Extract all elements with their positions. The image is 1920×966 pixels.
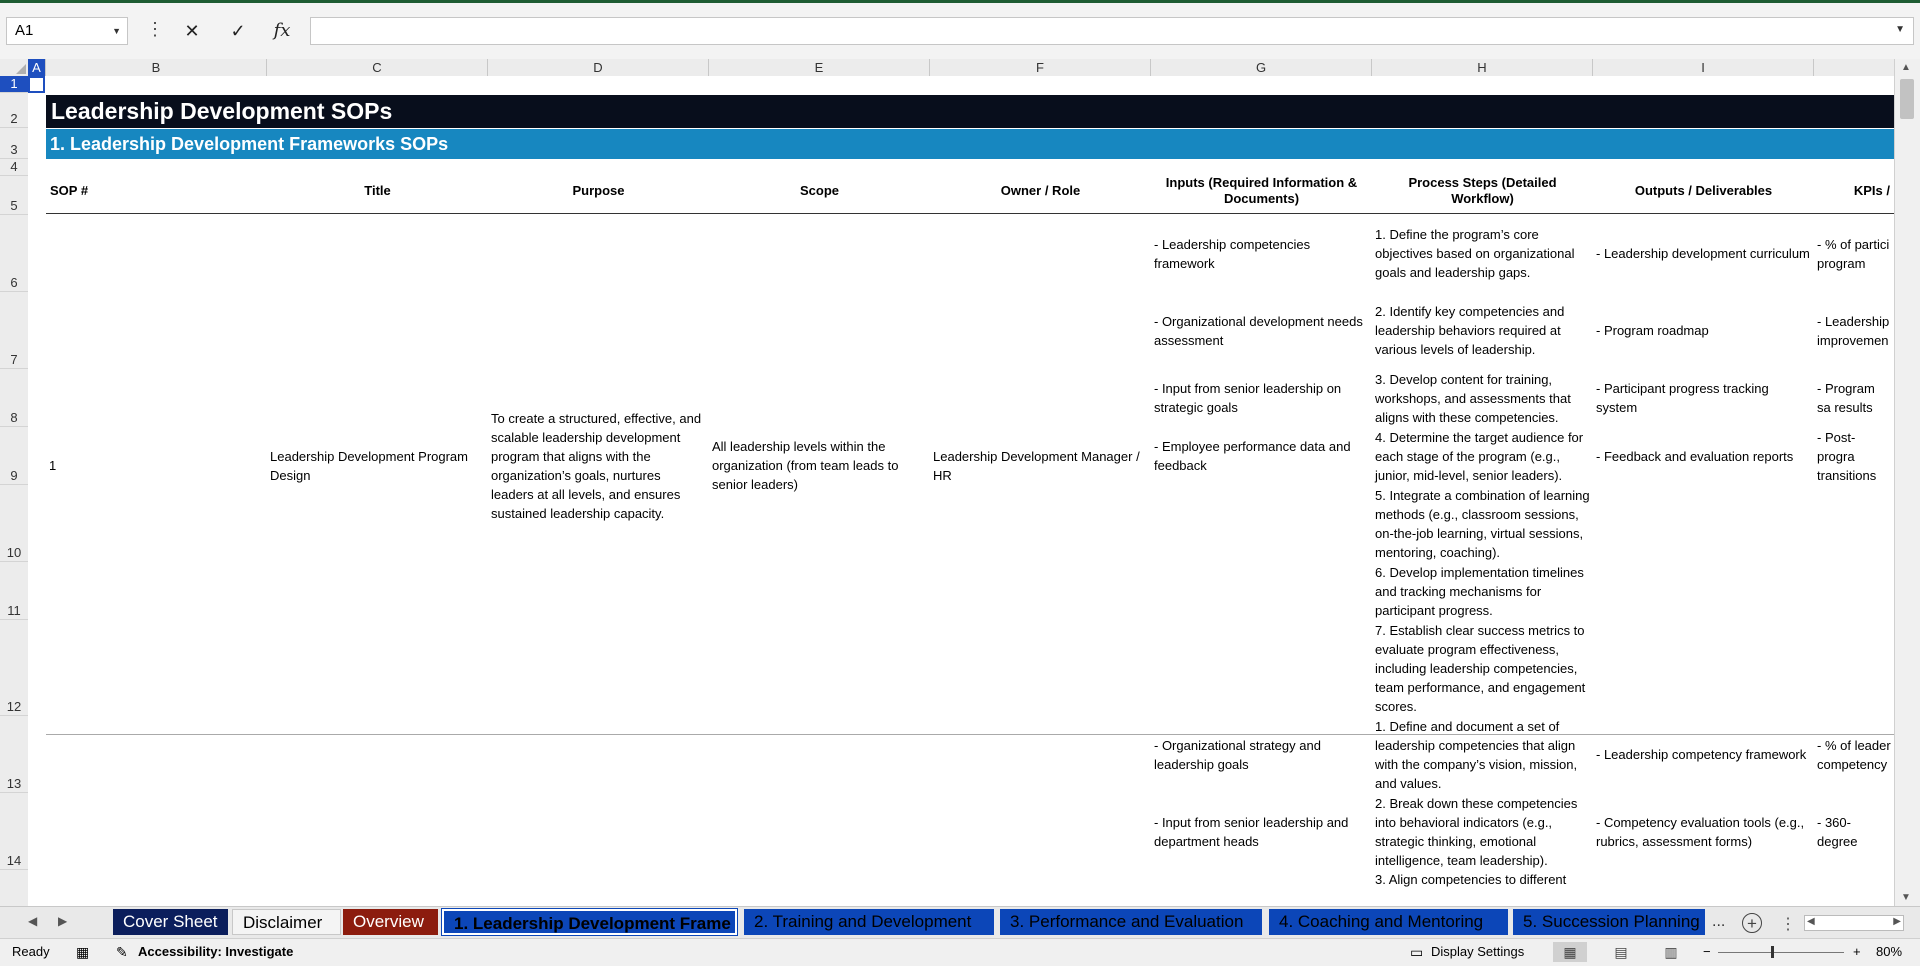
status-bar [0, 938, 1920, 966]
cell-input[interactable]: - Input from senior leadership on strategic goals [1154, 381, 1342, 415]
formula-bar [0, 3, 1920, 59]
cell-input[interactable]: - Employee performance data and feedback [1154, 439, 1351, 473]
section-title: 1. Leadership Development Frameworks SOPs [46, 129, 1894, 159]
cell-process-step[interactable]: 1. Define and document a set of leadership competencies that align with the company’s vision, mission, and values. [1375, 718, 1578, 791]
row-header[interactable]: 3 [0, 128, 28, 159]
row-header[interactable]: 7 [0, 292, 28, 369]
select-all-button[interactable] [0, 59, 29, 76]
header-inputs: Inputs (Required Information & Documents) [1165, 175, 1358, 206]
row-header[interactable]: 14 [0, 793, 28, 870]
zoom-slider[interactable] [1718, 952, 1844, 953]
column-header-c[interactable]: C [267, 59, 488, 76]
macro-record-icon[interactable]: ▦ [76, 944, 90, 960]
header-sop-number: SOP # [50, 183, 89, 198]
column-header-a[interactable]: A [28, 59, 46, 76]
tab-disclaimer[interactable]: Disclaimer [232, 909, 341, 935]
column-header-f[interactable]: F [930, 59, 1151, 76]
active-cell-a1[interactable] [28, 76, 45, 93]
chevron-down-icon[interactable]: ▼ [112, 26, 121, 36]
insert-function-icon[interactable]: fx [273, 20, 291, 41]
cell-output[interactable]: - Program roadmap [1596, 323, 1709, 338]
row-header[interactable]: 13 [0, 716, 28, 793]
cell-process-step[interactable]: 4. Determine the target audience for each stage of the program (e.g., junior, mid-level, senior leaders). [1375, 429, 1584, 483]
tab-overview[interactable]: Overview [343, 909, 438, 935]
column-header-d[interactable]: D [488, 59, 709, 76]
worksheet-grid[interactable] [28, 76, 1894, 906]
row-header[interactable]: 12 [0, 620, 28, 716]
cell-scope[interactable]: All leadership levels within the organization (from team leads to senior leaders) [712, 439, 899, 492]
row-header[interactable]: 2 [0, 93, 28, 128]
sheet-title: Leadership Development SOPs [46, 95, 1894, 128]
cell-kpi[interactable]: - Leadership improvemen [1817, 313, 1890, 348]
cell-process-step[interactable]: 6. Develop implementation timelines and tracking mechanisms for participant progress. [1375, 564, 1584, 618]
cell-output[interactable]: - Competency evaluation tools (e.g., rubrics, assessment forms) [1596, 814, 1805, 849]
cell-purpose[interactable]: To create a structured, effective, and scalable leadership development program that aligns with the organization’s goals, nurtures leaders at all levels, and ensures sustained leadership capacity. [491, 410, 702, 521]
cell-kpi[interactable]: - % of partici program [1817, 236, 1890, 271]
display-settings-icon[interactable]: ▭ [1410, 944, 1424, 960]
row-headers [0, 76, 29, 906]
row-header[interactable]: 1 [0, 76, 28, 93]
add-sheet-icon[interactable]: + [1742, 913, 1762, 933]
cell-kpi[interactable]: - 360-degree [1817, 814, 1858, 849]
cell-owner[interactable]: Leadership Development Manager / HR [933, 448, 1140, 483]
tab-training-and-development[interactable]: 2. Training and Development [744, 909, 994, 935]
formula-input[interactable] [310, 17, 1914, 45]
tab-leadership-development-frameworks[interactable]: 1. Leadership Development Frame [442, 909, 737, 935]
cell-input[interactable]: - Input from senior leadership and department heads [1154, 814, 1349, 849]
accessibility-status[interactable]: Accessibility: Investigate [138, 944, 294, 959]
tab-performance-and-evaluation[interactable]: 3. Performance and Evaluation [1000, 909, 1262, 935]
header-divider [46, 213, 1894, 214]
more-options-icon[interactable]: ⋮ [146, 19, 164, 39]
cell-input[interactable]: - Leadership competencies framework [1154, 236, 1311, 271]
name-box[interactable] [6, 17, 128, 45]
cell-process-step[interactable]: 3. Develop content for training, workshops, and assessments that aligns with these competencies. [1375, 371, 1571, 425]
tab-succession-planning[interactable]: 5. Succession Planning [1513, 909, 1705, 935]
cell-output[interactable]: - Leadership development curriculum [1596, 246, 1810, 261]
name-box-value: A1 [15, 22, 34, 39]
horizontal-scrollbar[interactable] [1804, 915, 1904, 931]
zoom-slider-thumb[interactable] [1771, 946, 1774, 958]
header-process-steps: Process Steps (Detailed Workflow) [1408, 175, 1557, 206]
column-header-i[interactable]: I [1593, 59, 1814, 76]
page-layout-view-icon[interactable]: ▤ [1614, 944, 1628, 960]
page-break-view-icon[interactable]: ▥ [1664, 944, 1678, 960]
vertical-scrollbar[interactable] [1894, 59, 1920, 906]
cell-output[interactable]: - Feedback and evaluation reports [1596, 448, 1794, 464]
row-header[interactable]: 11 [0, 562, 28, 620]
tab-scroll-left-icon[interactable]: ◀ [28, 914, 38, 928]
more-tabs-icon[interactable]: ... [1712, 913, 1726, 930]
header-purpose: Purpose [572, 183, 625, 198]
column-header-g[interactable]: G [1151, 59, 1372, 76]
scroll-down-icon[interactable]: ▼ [1901, 892, 1911, 903]
row-header[interactable]: 9 [0, 427, 28, 485]
column-header-e[interactable]: E [709, 59, 930, 76]
status-ready: Ready [12, 944, 50, 959]
accessibility-icon[interactable]: ✎ [116, 944, 128, 960]
cell-input[interactable]: - Organizational strategy and leadership goals [1154, 737, 1321, 772]
scroll-thumb[interactable] [1900, 79, 1914, 119]
cancel-icon[interactable]: ✕ [184, 21, 200, 41]
scroll-right-icon[interactable]: ▶ [1893, 916, 1901, 927]
more-options-icon[interactable]: ⋮ [1780, 916, 1796, 933]
header-scope: Scope [799, 183, 839, 198]
scroll-up-icon[interactable]: ▲ [1901, 62, 1911, 73]
scroll-left-icon[interactable]: ◀ [1807, 916, 1815, 927]
header-outputs: Outputs / Deliverables [1634, 183, 1773, 198]
cell-process-step[interactable]: 5. Integrate a combination of learning methods (e.g., classroom sessions, on-the-job learning, virtual sessions, mentoring, coaching). [1375, 487, 1590, 560]
cell-process-step[interactable]: 1. Define the program’s core objectives based on organizational goals and leadership gaps. [1375, 227, 1575, 280]
row-header[interactable]: 4 [0, 159, 28, 176]
cell-kpi[interactable]: - Program sa results [1817, 381, 1875, 415]
cell-process-step[interactable]: 2. Identify key competencies and leadership behaviors required at various levels of leadership. [1375, 304, 1565, 357]
cell-process-step[interactable]: 7. Establish clear success metrics to evaluate program effectiveness, including leadership competencies, team performance, and engagement scores. [1375, 622, 1586, 714]
cell-kpi[interactable]: - % of leader competency [1817, 737, 1891, 772]
column-headers [0, 59, 1920, 77]
tab-scroll-right-icon[interactable]: ▶ [58, 914, 68, 928]
cell-output[interactable]: - Leadership competency framework [1596, 747, 1807, 762]
cell-process-step[interactable]: 3. Align competencies to different [1375, 872, 1567, 887]
header-title: Title [364, 183, 391, 198]
zoom-out-button[interactable]: − [1703, 944, 1711, 959]
row-header[interactable]: 8 [0, 369, 28, 427]
column-header-b[interactable]: B [46, 59, 267, 76]
zoom-in-button[interactable]: + [1853, 944, 1861, 959]
header-kpis: KPIs / [1853, 183, 1890, 198]
chevron-down-icon[interactable]: ▼ [1895, 24, 1905, 35]
cell-sop-number[interactable]: 1 [49, 458, 57, 473]
row-header[interactable]: 5 [0, 176, 28, 215]
tab-coaching-and-mentoring[interactable]: 4. Coaching and Mentoring [1269, 909, 1508, 935]
sheet-tab-bar [0, 906, 1920, 939]
normal-view-icon[interactable]: ▦ [1553, 942, 1587, 962]
cell-title[interactable]: Leadership Development Program Design [270, 448, 468, 483]
enter-icon[interactable]: ✓ [230, 21, 246, 41]
cell-process-step[interactable]: 2. Break down these competencies into behavioral indicators (e.g., strategic thinking, emotional intelligence, team leadership). [1375, 795, 1578, 868]
header-owner: Owner / Role [1000, 183, 1081, 198]
row-header[interactable]: 10 [0, 485, 28, 562]
display-settings-button[interactable]: Display Settings [1431, 944, 1525, 959]
cell-input[interactable]: - Organizational development needs assessment [1154, 313, 1363, 348]
cell-kpi[interactable]: - Post-progra transitions [1817, 429, 1877, 483]
tab-cover-sheet[interactable]: Cover Sheet [113, 909, 228, 935]
row-header[interactable]: 6 [0, 215, 28, 292]
cell-output[interactable]: - Participant progress tracking system [1596, 381, 1769, 415]
column-header-h[interactable]: H [1372, 59, 1593, 76]
zoom-level[interactable]: 80% [1876, 944, 1903, 959]
